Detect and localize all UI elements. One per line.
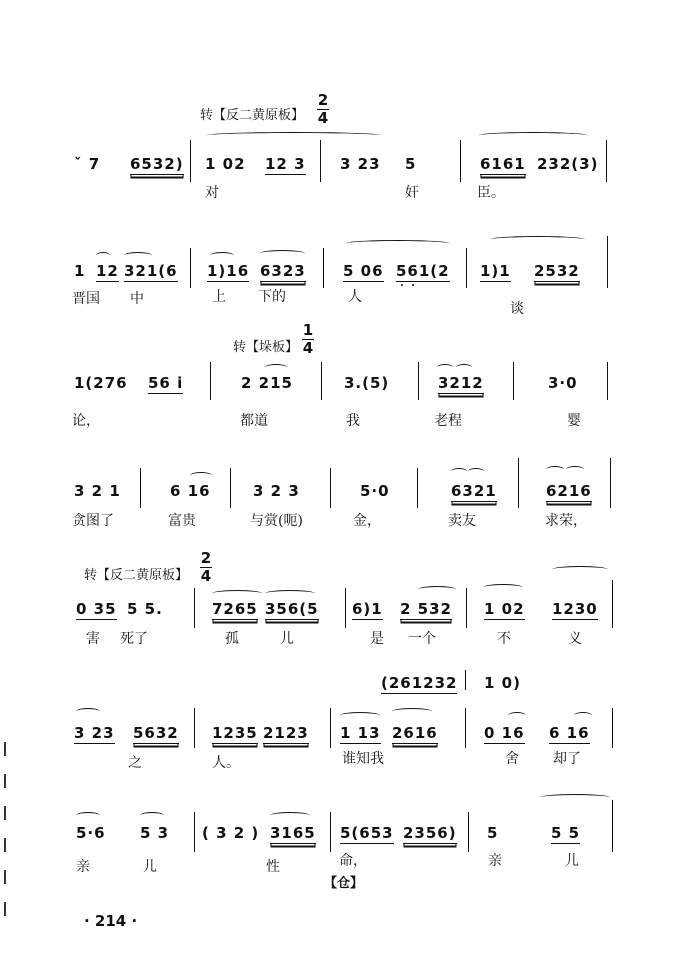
lyric: 亲	[76, 859, 90, 875]
slur	[190, 472, 212, 479]
note-group: 3·0	[548, 374, 578, 392]
bar-line	[612, 800, 613, 852]
bar-line	[612, 580, 613, 628]
bar-line	[518, 458, 519, 508]
lyric: 求荣，	[545, 513, 587, 529]
bar-line	[230, 468, 231, 508]
lyric: 都道	[240, 413, 268, 429]
lyric: 婴	[567, 413, 581, 429]
slur	[345, 240, 450, 247]
note-group: 2 215	[241, 374, 293, 392]
note-group: 6 16	[549, 724, 590, 742]
bar-line	[345, 588, 346, 628]
note-group: 5632	[133, 724, 179, 742]
note-group: 1	[74, 262, 86, 280]
time-signature: 2 4	[317, 91, 329, 127]
bar-line	[460, 140, 461, 182]
note-group: 3.(5)	[344, 374, 390, 392]
note-group: 321(6	[124, 262, 178, 280]
lyric: 下的	[258, 289, 286, 305]
note-group: ( 3 2 )	[202, 824, 260, 842]
bar-line	[513, 362, 514, 400]
percussion-mark: 【仓】	[324, 876, 364, 891]
note-group: 6532)	[130, 155, 184, 173]
note-dot	[412, 284, 414, 286]
note-group: 6 16	[170, 482, 211, 500]
note-group: 5(653	[340, 824, 394, 842]
lyric: 害	[86, 631, 100, 647]
lyric: 金，	[353, 513, 381, 529]
note-group: 6321	[451, 482, 497, 500]
lyric: 中	[130, 291, 144, 307]
slur	[478, 132, 588, 139]
note-group: 2616	[392, 724, 438, 742]
bar-line	[330, 468, 331, 508]
time-signature: 2 4	[200, 549, 212, 585]
note-group: 3 2 3	[253, 482, 300, 500]
slur	[140, 812, 164, 819]
note-group: 1)1	[480, 262, 511, 280]
slur	[483, 584, 523, 591]
bar-line	[465, 708, 466, 748]
lyric: 晋国	[72, 291, 100, 307]
lyric: 贪图了	[72, 513, 114, 529]
slur	[260, 250, 305, 257]
note-group: 1 0)	[484, 674, 521, 692]
lyric: 奸	[405, 185, 419, 201]
slur	[212, 590, 262, 597]
bar-line	[194, 588, 195, 628]
note-group: 3165	[270, 824, 316, 842]
bar-line	[210, 362, 211, 400]
bar-line	[607, 236, 608, 288]
slur	[552, 566, 608, 573]
slur	[205, 132, 383, 139]
note-group: 12	[96, 262, 119, 280]
lyric: 老程	[434, 413, 462, 429]
lyric: 义	[568, 631, 582, 647]
note-group: 1 02	[205, 155, 246, 173]
note-group: 5 06	[343, 262, 384, 280]
lyric: 儿	[280, 631, 294, 647]
lyric: 死了	[120, 631, 148, 647]
lyric: 谁知我	[342, 751, 384, 767]
slur	[437, 364, 453, 371]
slur	[265, 364, 287, 371]
note-group: (261232	[381, 674, 458, 692]
note-group: 6161	[480, 155, 526, 173]
slur	[270, 812, 310, 819]
bar-line	[418, 362, 419, 400]
bar-line	[323, 248, 324, 288]
note-group: 3 23	[340, 155, 381, 173]
bar-line	[468, 812, 469, 852]
bar-line	[321, 362, 322, 400]
lyric: 亲	[488, 853, 502, 869]
page-number: · 214 ·	[84, 912, 138, 930]
note-group: 561(2	[396, 262, 450, 280]
lyric: 臣。	[477, 185, 505, 201]
bar-line	[417, 468, 418, 508]
note-group: 1 13	[340, 724, 381, 742]
slur	[76, 812, 100, 819]
bar-line	[330, 812, 331, 852]
bar-line	[466, 248, 467, 288]
lyric: 与赏(呃)	[250, 513, 303, 529]
note-group: 0 35	[76, 600, 117, 618]
note-group: 3212	[438, 374, 484, 392]
lyric: 不	[497, 631, 511, 647]
bar-line	[612, 708, 613, 748]
bar-line	[190, 140, 191, 182]
bar-line	[140, 468, 141, 508]
note-group: 5 3	[140, 824, 170, 842]
bar-line	[194, 708, 195, 748]
lyric: 人	[348, 289, 362, 305]
note-dot	[401, 284, 403, 286]
mode-change-label: 转【反二黄原板】	[200, 108, 305, 123]
scan-margin-marks	[4, 742, 6, 934]
note-group: 232(3)	[537, 155, 599, 173]
lyric: 命，	[339, 853, 367, 869]
lyric: 一个	[408, 631, 436, 647]
note-group: 5	[487, 824, 499, 842]
lyric: 对	[205, 185, 219, 201]
bar-line	[190, 248, 191, 288]
bar-line	[465, 670, 466, 690]
bar-line	[606, 140, 607, 182]
slur	[566, 466, 584, 473]
note-group: 5 5.	[127, 600, 163, 618]
bar-line	[330, 708, 331, 748]
note-group: 6216	[546, 482, 592, 500]
bar-line	[194, 812, 195, 852]
note-group: 5	[405, 155, 417, 173]
bar-line	[320, 140, 321, 182]
slur	[96, 252, 110, 259]
lyric: 上	[212, 289, 226, 305]
bar-line	[610, 458, 611, 508]
mode-change-label: 转【反二黄原板】	[84, 568, 189, 583]
slur	[546, 466, 564, 473]
note-group: 2356)	[403, 824, 457, 842]
note-group: 12 3	[265, 155, 306, 173]
slur	[451, 468, 467, 475]
slur	[456, 364, 472, 371]
note-group: 5·6	[76, 824, 106, 842]
slur	[76, 708, 100, 715]
note-group: 7265	[212, 600, 258, 618]
lyric: 性	[266, 859, 280, 875]
lyric: 谈	[510, 301, 524, 317]
slur	[468, 468, 484, 475]
lyric: 却了	[553, 751, 581, 767]
slur	[574, 712, 592, 719]
bar-line	[466, 588, 467, 628]
note-group: 356(5	[265, 600, 319, 618]
lyric: 之	[128, 755, 142, 771]
note-group: 56 i	[148, 374, 184, 392]
note-group: 3 23	[74, 724, 115, 742]
note-group: 1)16	[207, 262, 250, 280]
lyric: 孤	[225, 631, 239, 647]
note-group: 1 02	[484, 600, 525, 618]
lyric: 富贵	[168, 513, 196, 529]
note-group: 0 16	[484, 724, 525, 742]
lyric: 儿	[565, 853, 579, 869]
note-group: 1(276	[74, 374, 128, 392]
note-group: 1230	[552, 600, 598, 618]
lyric: 人。	[212, 755, 240, 771]
note-group: 2 532	[400, 600, 452, 618]
slur	[490, 236, 585, 243]
note-group: 6)1	[352, 600, 383, 618]
slur	[540, 794, 610, 801]
note-group: 2532	[534, 262, 580, 280]
lyric: 论，	[72, 413, 100, 429]
slur	[392, 708, 432, 715]
note-group: 3 2 1	[74, 482, 121, 500]
lyric: 舍	[505, 751, 519, 767]
lyric: 儿	[143, 859, 157, 875]
note-group: 5·0	[360, 482, 390, 500]
lyric: 我	[346, 413, 360, 429]
slur	[210, 252, 234, 259]
lyric: 是	[370, 631, 384, 647]
slur	[340, 712, 380, 719]
slur	[508, 712, 526, 719]
note-group: 5 5	[551, 824, 581, 842]
slur	[265, 590, 315, 597]
note-group: 2123	[263, 724, 309, 742]
note-group: ˇ 7	[74, 155, 101, 173]
time-signature: 1 4	[302, 321, 314, 357]
slur	[418, 586, 456, 593]
bar-line	[607, 362, 608, 400]
note-group: 1235	[212, 724, 258, 742]
note-group: 6323	[260, 262, 306, 280]
slur	[124, 252, 152, 259]
mode-change-label: 转【垛板】	[233, 340, 299, 355]
lyric: 卖友	[448, 513, 476, 529]
